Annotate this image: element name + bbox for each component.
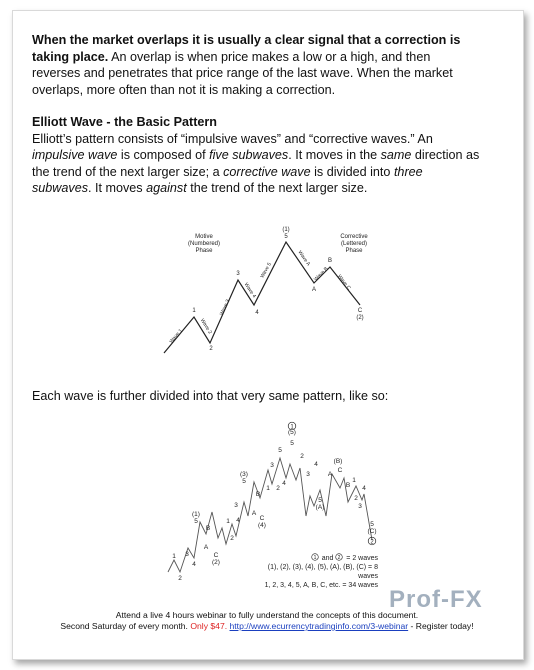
- svg-text:1: 1: [313, 555, 317, 561]
- point-1: 1: [192, 308, 196, 314]
- corrective-label-2: (Lettered): [340, 241, 368, 247]
- wave-label-3: Wave 3: [218, 298, 232, 317]
- intro-paragraph: [32, 32, 480, 98]
- svg-text:A: A: [327, 471, 333, 478]
- document-body: [32, 32, 480, 197]
- price-text: Only $47.: [190, 621, 228, 631]
- basic-wave-diagram: [150, 225, 380, 355]
- svg-text:C: C: [213, 552, 219, 559]
- svg-text:2: 2: [300, 453, 304, 460]
- motive-label-1: Motive: [195, 234, 213, 240]
- legend-line-2: (1), (2), (3), (4), (5), (A), (B), (C) = 8 waves: [267, 564, 378, 580]
- footer-line-2: Second Saturday of every month. Only $47. http://www.ecurrencytradinginfo.com/3-webinar - Register today!: [60, 621, 474, 631]
- svg-text:(2): (2): [212, 559, 220, 566]
- svg-text:3: 3: [358, 503, 362, 510]
- corrective-label-1: Corrective: [340, 234, 368, 240]
- legend-line-1: 1 and 2 = 2 waves: [246, 553, 378, 563]
- motive-label-2: (Numbered): [187, 241, 221, 247]
- point-2: 2: [209, 346, 213, 352]
- intro-rest: An overlap is when price makes a low or a high, and then reverses and penetrates that price range of the last wave. When the market overlaps, more often than not it is making a correction.: [32, 49, 453, 97]
- point-1-paren: (1): [282, 227, 290, 233]
- svg-text:A: A: [203, 544, 209, 551]
- wave-label-b: Wave B: [313, 266, 330, 283]
- prof-fx-logo: Prof-FX: [389, 586, 483, 613]
- point-2-paren: (2): [356, 315, 364, 321]
- svg-text:B: B: [255, 491, 261, 498]
- svg-text:A: A: [251, 510, 257, 517]
- svg-text:1: 1: [172, 553, 176, 560]
- wave-label-2: Wave 2: [198, 317, 213, 336]
- point-b: B: [327, 258, 333, 264]
- svg-text:3: 3: [270, 462, 274, 469]
- point-3: 3: [236, 271, 240, 277]
- svg-text:2: 2: [230, 535, 234, 542]
- wave-label-5: Wave 5: [259, 261, 273, 280]
- svg-text:B: B: [345, 482, 351, 489]
- svg-text:(5): (5): [288, 429, 296, 436]
- svg-text:5: 5: [194, 518, 198, 525]
- svg-text:2: 2: [370, 539, 374, 546]
- svg-text:3: 3: [185, 551, 189, 558]
- svg-text:3: 3: [306, 471, 310, 478]
- point-a: A: [311, 287, 317, 293]
- svg-text:5: 5: [278, 447, 282, 454]
- wave-label-1: Wave 1: [168, 328, 184, 345]
- section-paragraph: Elliott’s pattern consists of “impulsive waves” and “corrective waves.” An impulsive wave is composed of five subwaves. It moves in the same direction as the trend of the next larger size; a corrective wave is divided into three subwaves. It moves against the trend of the next larger size.: [32, 131, 480, 195]
- svg-text:1: 1: [226, 518, 230, 525]
- svg-text:1: 1: [266, 485, 270, 492]
- svg-text:(C): (C): [367, 528, 377, 535]
- svg-text:2: 2: [178, 575, 182, 582]
- svg-text:4: 4: [362, 485, 366, 492]
- svg-text:(1): (1): [192, 511, 200, 518]
- svg-text:4: 4: [314, 461, 318, 468]
- svg-text:(B): (B): [333, 458, 343, 465]
- svg-text:C: C: [259, 515, 265, 522]
- figure2-legend: [246, 553, 378, 590]
- motive-label-3: Phase: [195, 248, 213, 254]
- corrective-label-3: Phase: [345, 248, 363, 254]
- footer: [0, 610, 534, 632]
- circled-1-legend-icon: [311, 553, 320, 561]
- svg-text:(A): (A): [315, 504, 325, 511]
- footer-line-1: Attend a live 4 hours webinar to fully understand the concepts of this document.: [115, 610, 419, 620]
- svg-text:(3): (3): [240, 471, 248, 478]
- circled-2-legend-icon: [335, 553, 344, 561]
- svg-text:4: 4: [236, 517, 240, 524]
- wave-label-c: Wave C: [336, 273, 352, 292]
- circled-2-icon: [368, 537, 376, 545]
- intro-bold-sentence: When the market overlaps it is usually a clear signal that a correction is taking place.: [32, 33, 461, 64]
- figure2-caption: Each wave is further divided into that very same pattern, like so:: [32, 389, 389, 403]
- wave-label-a: Wave A: [296, 249, 312, 268]
- svg-text:4: 4: [192, 561, 196, 568]
- svg-text:2: 2: [337, 555, 341, 561]
- svg-text:3: 3: [234, 502, 238, 509]
- point-c: C: [357, 308, 363, 314]
- svg-text:5: 5: [290, 440, 294, 447]
- svg-text:5: 5: [370, 521, 374, 528]
- wave-label-4: Wave 4: [242, 281, 258, 300]
- svg-text:5: 5: [242, 478, 246, 485]
- webinar-link[interactable]: http://www.ecurrencytradinginfo.com/3-webinar: [229, 621, 409, 631]
- point-5: 5: [284, 234, 288, 240]
- svg-text:1: 1: [290, 424, 294, 431]
- svg-text:2: 2: [354, 495, 358, 502]
- circled-1-icon: [288, 422, 296, 430]
- svg-text:2: 2: [276, 485, 280, 492]
- svg-text:4: 4: [282, 480, 286, 487]
- section-heading: Elliott Wave - the Basic Pattern: [32, 115, 217, 129]
- svg-text:5: 5: [318, 497, 322, 504]
- svg-text:B: B: [205, 525, 211, 532]
- svg-text:C: C: [337, 467, 343, 474]
- svg-text:1: 1: [352, 477, 356, 484]
- svg-text:(4): (4): [258, 522, 266, 529]
- legend-line-3: 1, 2, 3, 4, 5, A, B, C, etc. = 34 waves: [264, 582, 378, 589]
- point-4: 4: [255, 310, 259, 316]
